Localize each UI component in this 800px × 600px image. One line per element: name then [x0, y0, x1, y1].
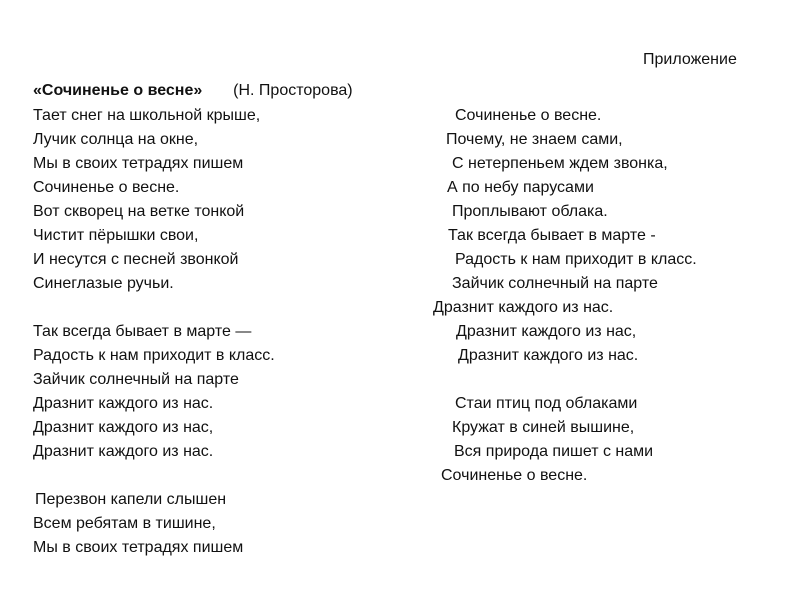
right-line: Дразнит каждого из нас. [458, 347, 639, 364]
left-line: Вот скворец на ветке тонкой [33, 203, 245, 220]
right-line: Почему, не знаем сами, [446, 131, 623, 148]
left-line: Мы в своих тетрадях пишем [33, 539, 244, 556]
left-line: Зайчик солнечный на парте [33, 371, 239, 388]
poem-title: «Сочиненье о весне» [33, 82, 203, 99]
left-line: Радость к нам приходит в класс. [33, 347, 275, 364]
right-line: Кружат в синей вышине, [452, 419, 635, 436]
left-line: Перезвон капели слышен [35, 491, 227, 508]
appendix-label: Приложение [643, 51, 737, 68]
right-line: Зайчик солнечный на парте [452, 275, 658, 292]
right-line: Радость к нам приходит в класс. [455, 251, 697, 268]
right-line: Вся природа пишет с нами [454, 443, 654, 460]
right-line: Сочиненье о весне. [455, 107, 602, 124]
right-line: С нетерпеньем ждем звонка, [452, 155, 668, 172]
left-line: Лучик солнца на окне, [33, 131, 199, 148]
poem-title-line [33, 79, 353, 103]
left-line: Дразнит каждого из нас. [33, 443, 214, 460]
right-line: Так всегда бывает в марте - [448, 227, 656, 244]
right-line: Сочиненье о весне. [441, 467, 588, 484]
right-line: Проплывают облака. [452, 203, 608, 220]
left-line: Дразнит каждого из нас, [33, 419, 214, 436]
poem-author: (Н. Просторова) [233, 82, 353, 99]
right-line: А по небу парусами [447, 179, 594, 196]
left-line: Дразнит каждого из нас. [33, 395, 214, 412]
left-line: Всем ребятам в тишине, [33, 515, 216, 532]
left-line: И несутся с песней звонкой [33, 251, 239, 268]
left-line: Тает снег на школьной крыше, [33, 107, 261, 124]
right-line: Дразнит каждого из нас, [456, 323, 637, 340]
right-line: Дразнит каждого из нас. [433, 299, 614, 316]
left-line: Чистит пёрышки свои, [33, 227, 199, 244]
left-line: Сочиненье о весне. [33, 179, 180, 196]
left-line: Мы в своих тетрадях пишем [33, 155, 244, 172]
right-line: Стаи птиц под облаками [455, 395, 638, 412]
left-line: Синеглазые ручьи. [33, 275, 174, 292]
left-line: Так всегда бывает в марте — [33, 323, 252, 340]
